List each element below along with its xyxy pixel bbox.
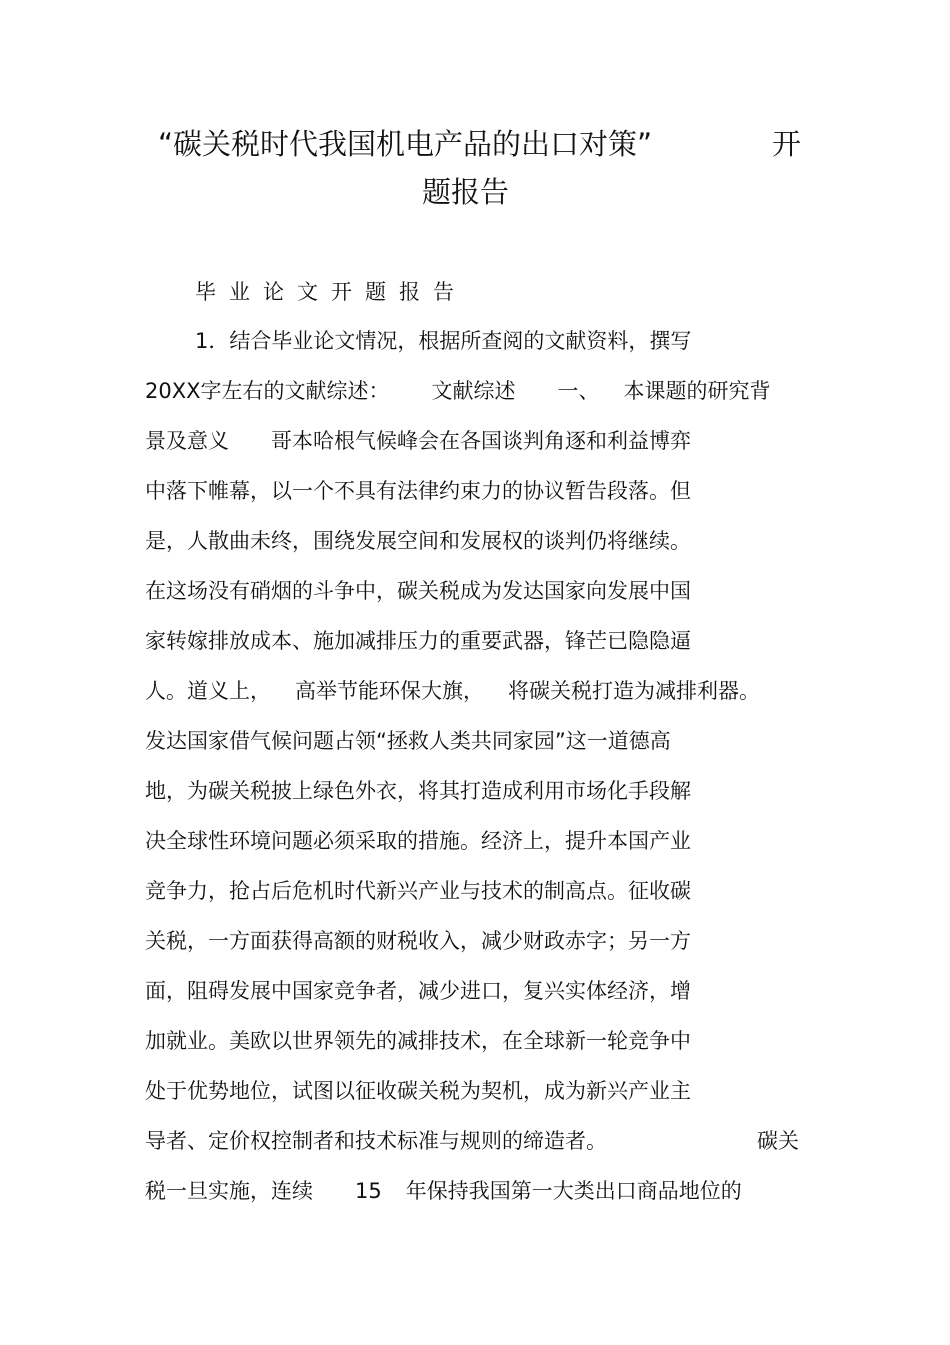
body-line-12: 竞争力，抢占后危机时代新兴产业与技术的制高点。征收碳	[145, 879, 691, 903]
body-line-17-tail	[757, 1125, 799, 1157]
body-line-3-part-a: 景及意义	[145, 429, 229, 453]
body-line-2	[145, 375, 771, 407]
body-line-5: 是，人散曲未终，围绕发展空间和发展权的谈判仍将继续。	[145, 529, 691, 553]
body-line-9: 发达国家借气候问题占领“拯救人类共同家园”这一道德高	[145, 729, 671, 753]
body-line-17-part-b: 碳关	[757, 1129, 799, 1153]
body-line-18	[145, 1175, 742, 1207]
title-tail: 开	[772, 127, 802, 161]
body-line-16: 处于优势地位，试图以征收碳关税为契机，成为新兴产业主	[145, 1079, 691, 1103]
body-line-11: 决全球性环境问题必须采取的措施。经济上，提升本国产业	[145, 829, 691, 853]
body-line-8-part-c: 将碳关税打造为减排利器。	[508, 679, 760, 703]
body-line-17-part-a: 导者、定价权控制者和技术标准与规则的缔造者。	[145, 1129, 607, 1153]
body-line-18-part-c: 年保持我国第一大类出口商品地位的	[405, 1179, 742, 1203]
section-heading: 毕业论文开题报告	[195, 280, 467, 304]
body-line-13: 关税，一方面获得高额的财税收入，减少财政赤字；另一方	[145, 929, 691, 953]
title-main: “碳关税时代我国机电产品的出口对策”	[158, 127, 653, 161]
body-line-14: 面，阻碍发展中国家竞争者，减少进口，复兴实体经济，增	[145, 979, 691, 1003]
body-line-2-part-a: 20XX字左右的文献综述：	[145, 379, 390, 403]
body-line-3	[145, 425, 691, 457]
body-line-2-part-b: 文献综述	[431, 379, 516, 403]
body-line-3-part-b: 哥本哈根气候峰会在各国谈判角逐和利益博弈	[271, 429, 691, 453]
body-line-2-part-d: 本课题的研究背	[623, 379, 771, 403]
body-line-10: 地，为碳关税披上绿色外衣，将其打造成利用市场化手段解	[145, 779, 691, 803]
body-line-18-part-a: 税一旦实施，连续	[145, 1179, 313, 1203]
body-line-8-part-a: 人。道义上，	[145, 679, 271, 703]
body-line-7: 家转嫁排放成本、施加减排压力的重要武器，锋芒已隐隐逼	[145, 629, 691, 653]
body-line-6: 在这场没有硝烟的斗争中，碳关税成为发达国家向发展中国	[145, 579, 691, 603]
body-line-17	[145, 1125, 607, 1157]
body-line-18-part-b: 15	[355, 1179, 382, 1203]
body-line-2-part-c: 一、	[557, 379, 600, 403]
body-line-15: 加就业。美欧以世界领先的减排技术，在全球新一轮竞争中	[145, 1029, 691, 1053]
title-second-line: 题报告	[422, 175, 510, 209]
title-line-1	[158, 124, 652, 164]
title-line-1-tail	[772, 124, 801, 164]
title-line-2	[422, 172, 509, 212]
body-line-8-part-b: 高举节能环保大旗，	[295, 679, 484, 703]
body-line-4: 中落下帷幕，以一个不具有法律约束力的协议暂告段落。但	[145, 479, 691, 503]
body-line-1: 1．结合毕业论文情况，根据所查阅的文献资料，撰写	[195, 329, 692, 353]
body-line-8	[145, 675, 760, 707]
